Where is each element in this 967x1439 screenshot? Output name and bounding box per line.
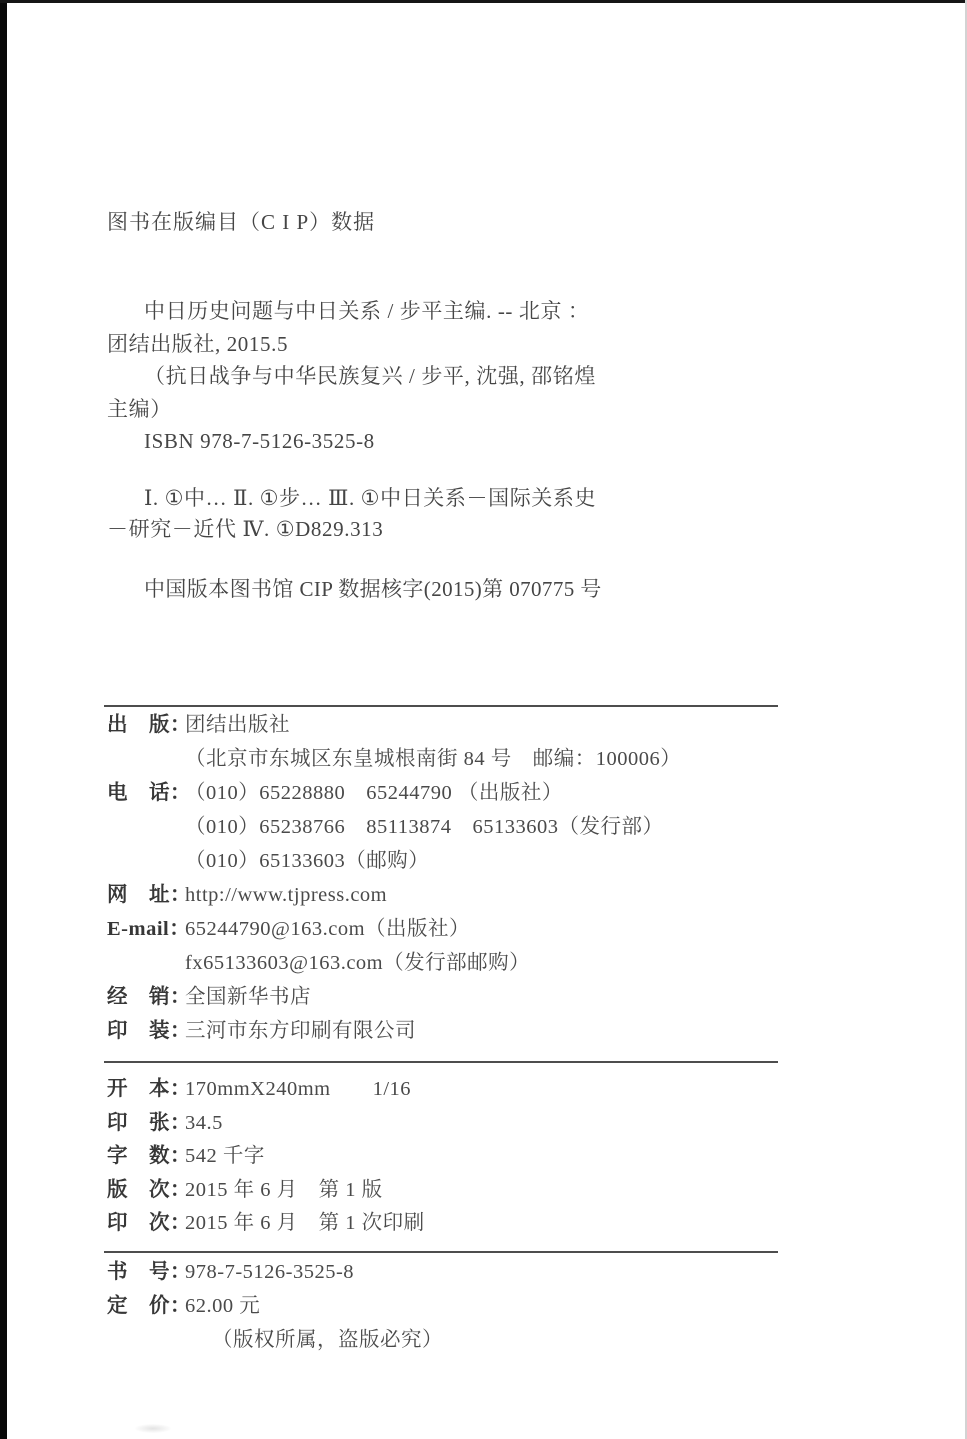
field-value: 62.00 元 (185, 1295, 261, 1317)
colophon-section-publishing (107, 708, 681, 1048)
cip-isbn-line: ISBN 978-7-5126-3525-8 (144, 429, 375, 453)
field-label: 出 版： (107, 714, 191, 736)
field-label: 开 本： (107, 1078, 191, 1100)
row-printer (107, 1014, 681, 1048)
field-value: （北京市东城区东皇城根南街 84 号 邮编：100006） (185, 748, 682, 770)
cip-record-line: 中日历史问题与中日关系 / 步平主编. -- 北京 ： (144, 299, 590, 323)
cip-classification-block (107, 483, 687, 545)
field-value: 三河市东方印刷有限公司 (185, 1020, 416, 1042)
field-label: E-mail： (107, 918, 191, 940)
row-phone-cont (107, 844, 681, 878)
field-value: 2015 年 6 月 第 1 次印刷 (185, 1212, 425, 1234)
colophon-section-price (107, 1255, 443, 1357)
field-label: 印 张： (107, 1111, 191, 1134)
field-value: （010）65238766 85113874 65133603（发行部） (185, 816, 664, 838)
row-price (107, 1289, 443, 1323)
row-publisher (107, 708, 681, 742)
field-value: 978-7-5126-3525-8 (185, 1261, 355, 1283)
row-book-number (107, 1255, 443, 1289)
scan-edge-top (0, 0, 967, 3)
field-label: 定 价： (107, 1295, 191, 1317)
field-label: 电 话： (107, 782, 191, 804)
scan-smudge (135, 1424, 171, 1433)
field-value: 全国新华书店 (185, 986, 311, 1008)
cip-header: 图书在版编目（C I P）数据 (107, 210, 376, 234)
field-label: 字 数： (107, 1145, 191, 1167)
row-edition (107, 1174, 425, 1208)
row-printing (107, 1207, 425, 1241)
field-value: fx65133603@163.com（发行部邮购） (185, 952, 531, 974)
cip-classification-line: Ⅰ. ①中… Ⅱ. ①步… Ⅲ. ①中日关系－国际关系史 (144, 486, 597, 510)
row-email-cont (107, 946, 681, 980)
scan-edge-left (0, 0, 7, 1439)
row-publisher-address (107, 742, 681, 776)
divider-rule (104, 705, 778, 707)
field-label: 书 号： (107, 1261, 191, 1283)
cip-classification-line: －研究－近代 Ⅳ. ①D829.313 (107, 517, 384, 541)
field-label: 网 址： (107, 884, 191, 906)
row-phone-cont (107, 810, 681, 844)
field-value: 170mmX240mm 1/16 (185, 1078, 412, 1100)
divider-rule (104, 1061, 778, 1063)
cip-record-line: 主编） (107, 396, 172, 421)
row-wordcount (107, 1140, 425, 1174)
divider-rule (104, 1251, 778, 1253)
row-sheets (107, 1107, 425, 1141)
field-value: 2015 年 6 月 第 1 版 (185, 1178, 383, 1201)
row-distributor (107, 980, 681, 1014)
field-value: 34.5 (185, 1111, 223, 1134)
cip-registry-line: 中国版本图书馆 CIP 数据核字(2015)第 070775 号 (144, 577, 602, 601)
field-label: 经 销： (107, 986, 191, 1008)
field-value: （010）65228880 65244790 （出版社） (185, 782, 563, 804)
cip-record-line: 团结出版社, 2015.5 (107, 331, 289, 356)
field-label: 版 次： (107, 1178, 191, 1201)
field-label: 印 装： (107, 1020, 191, 1042)
field-value: （010）65133603（邮购） (185, 850, 430, 872)
field-value: 65244790@163.com（出版社） (185, 918, 471, 940)
field-value: http://www.tjpress.com (185, 884, 388, 906)
colophon-section-format (107, 1073, 425, 1241)
field-label: 印 次： (107, 1212, 191, 1234)
cip-record-line: （抗日战争与中华民族复兴 / 步平, 沈强, 邵铭煌 (144, 364, 596, 388)
row-format (107, 1073, 425, 1107)
field-value: （版权所属，盗版必究） (212, 1329, 443, 1351)
row-website (107, 878, 681, 912)
field-value: 542 千字 (185, 1145, 265, 1167)
row-copyright-notice (107, 1323, 443, 1357)
field-value: 团结出版社 (185, 714, 290, 736)
row-phone (107, 776, 681, 810)
row-email (107, 912, 681, 946)
cip-record-block (107, 295, 667, 458)
